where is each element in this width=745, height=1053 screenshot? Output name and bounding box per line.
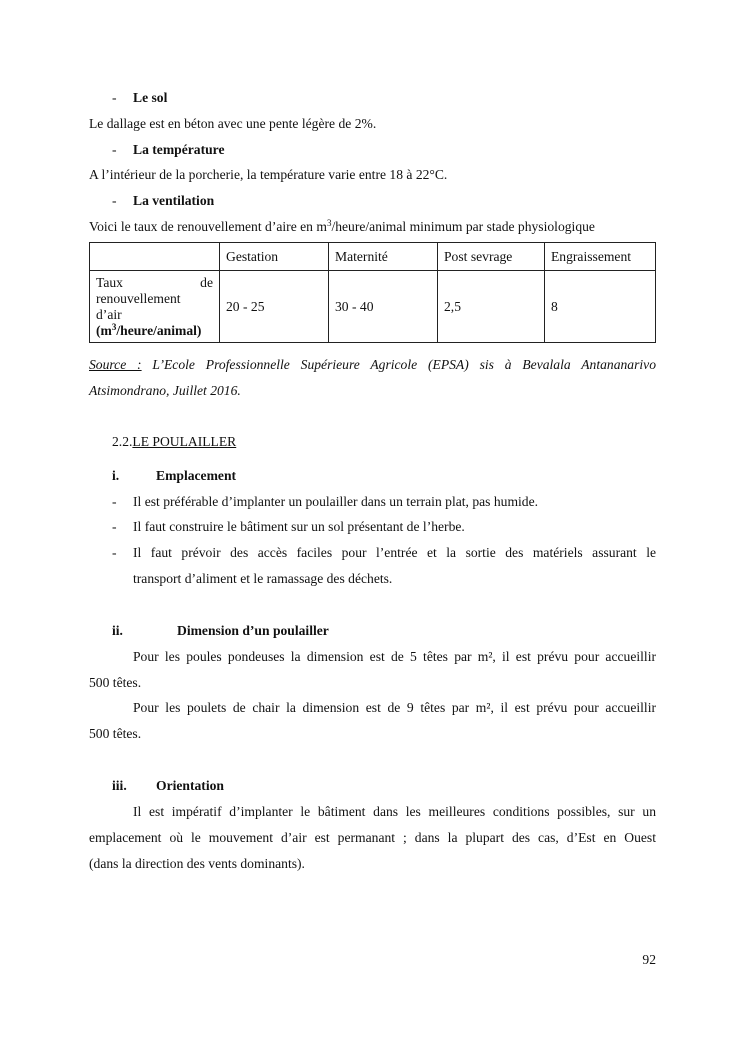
table-cell: 2,5: [438, 271, 545, 343]
orientation-heading: Orientation: [156, 778, 224, 793]
ventilation-intro: Voici le taux de renouvellement d’aire en $m^3/heure$/animal minimum par stade physiologique: [89, 218, 595, 234]
sol-dash: -: [112, 90, 117, 105]
emplacement-heading: Emplacement: [156, 468, 237, 483]
table-header-cell: [90, 243, 220, 271]
ventilation-dash: -: [112, 193, 117, 208]
section-heading: 2.2.LE POULAILLER: [112, 434, 237, 449]
emplacement-numeral: i.: [112, 468, 120, 483]
sol-heading: Le sol: [133, 90, 168, 105]
source-line-2: Atsimondrano, Juillet 2016.: [89, 383, 241, 398]
ventilation-table: [89, 242, 656, 343]
table-row: [90, 271, 656, 343]
orientation-line-1: Il est impératif d’implanter le bâtiment dans les meilleures conditions possibles, sur un: [133, 804, 656, 819]
table-row-label: Taux de renouvellement d’air $(m^3/heure/animal)$: [90, 271, 220, 343]
orientation-numeral: iii.: [112, 778, 127, 793]
temperature-text: A l’intérieur de la porcherie, la température varie entre 18 à 22°C.: [89, 167, 448, 182]
bullet-dash: -: [112, 545, 117, 560]
dimension-p1-line-1: Pour les poules pondeuses la dimension est de 5 têtes par m², il est prévu pour accueillir: [133, 649, 656, 664]
orientation-line-2: emplacement où le mouvement d’air est permanant ; dans la plupart des cas, d’Est en Ouest: [89, 830, 656, 845]
table-cell: 20 - 25: [220, 271, 329, 343]
list-item-line-2: transport d’aliment et le ramassage des déchets.: [133, 571, 393, 586]
table-header-cell: Engraissement: [545, 243, 656, 271]
list-item-line-1: Il faut prévoir des accès faciles pour l’entrée et la sortie des matériels assurant le: [133, 545, 656, 560]
table-header-row: [90, 243, 656, 271]
temperature-heading: La température: [133, 142, 225, 157]
list-item: Il est préférable d’implanter un poulailler dans un terrain plat, pas humide.: [133, 494, 539, 509]
sol-text: Le dallage est en béton avec une pente légère de 2%.: [89, 116, 377, 131]
table-cell: 30 - 40: [329, 271, 438, 343]
orientation-line-3: (dans la direction des vents dominants).: [89, 856, 305, 871]
dimension-p2-line-1: Pour les poulets de chair la dimension est de 9 têtes par m², il est prévu pour accueillir: [133, 700, 656, 715]
table-header-cell: Post sevrage: [438, 243, 545, 271]
temperature-dash: -: [112, 142, 117, 157]
bullet-dash: -: [112, 494, 117, 509]
ventilation-heading: La ventilation: [133, 193, 215, 208]
dimension-numeral: ii.: [112, 623, 123, 638]
bullet-dash: -: [112, 519, 117, 534]
page-number: 92: [642, 952, 656, 967]
dimension-p1-line-2: 500 têtes.: [89, 675, 142, 690]
dimension-heading: Dimension d’un poulailler: [177, 623, 329, 638]
table-header-cell: Maternité: [329, 243, 438, 271]
table-header-cell: Gestation: [220, 243, 329, 271]
table-cell: 8: [545, 271, 656, 343]
dimension-p2-line-2: 500 têtes.: [89, 726, 142, 741]
source-line-1: Source : L’Ecole Professionnelle Supérieure Agricole (EPSA) sis à Bevalala Antananarivo: [89, 357, 656, 372]
list-item: Il faut construire le bâtiment sur un sol présentant de l’herbe.: [133, 519, 465, 534]
